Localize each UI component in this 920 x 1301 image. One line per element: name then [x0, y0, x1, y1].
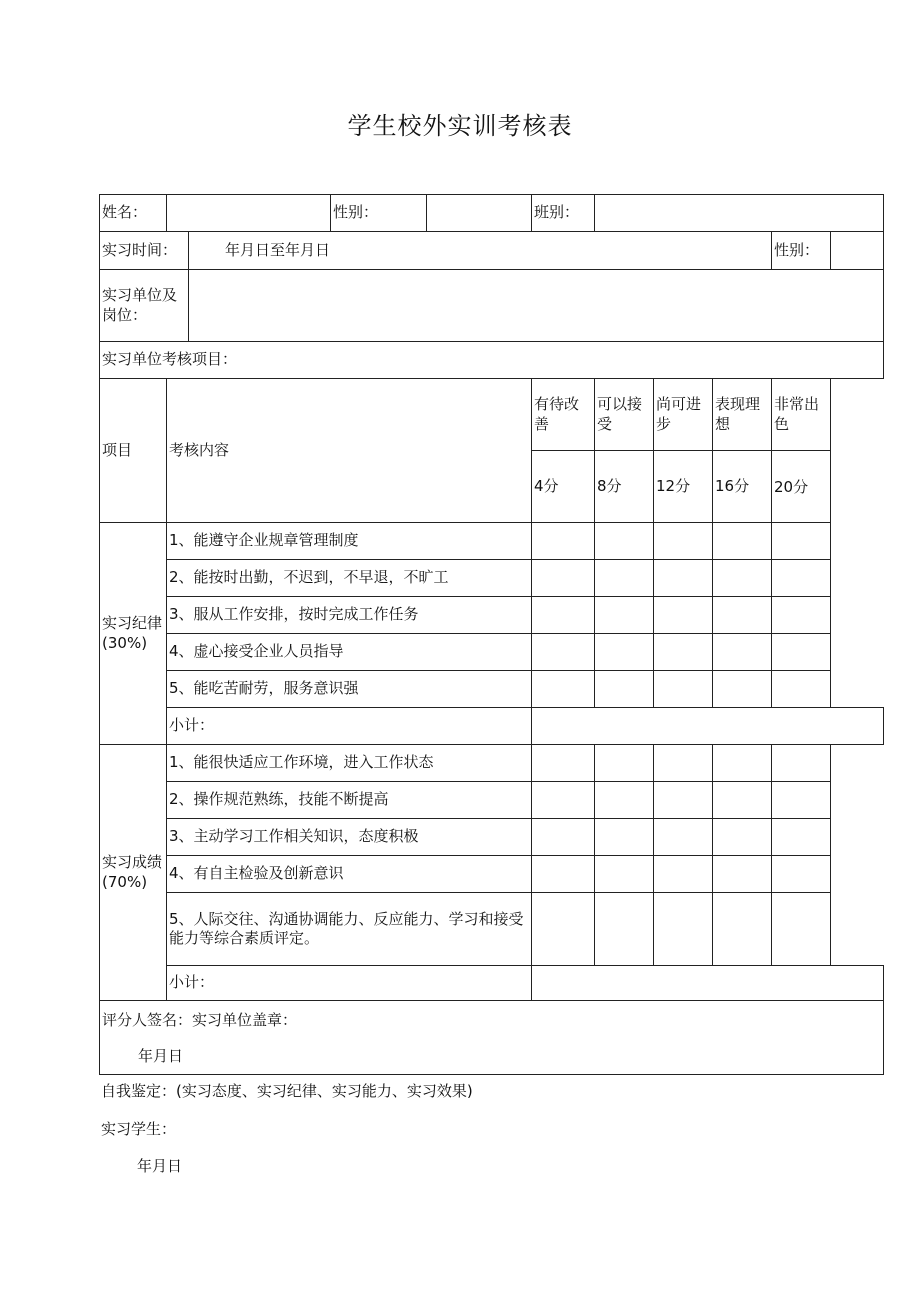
- score-cell[interactable]: [654, 597, 713, 634]
- score-cell[interactable]: [713, 893, 772, 966]
- score-cell[interactable]: [595, 671, 654, 708]
- score-cell[interactable]: [713, 819, 772, 856]
- score-cell[interactable]: [532, 634, 595, 671]
- section-1-title: 实习纪律: [102, 614, 163, 632]
- score-cell[interactable]: [532, 782, 595, 819]
- score-cell[interactable]: [595, 634, 654, 671]
- score-cell[interactable]: [654, 634, 713, 671]
- table-row: [100, 634, 884, 671]
- score-cell[interactable]: [532, 745, 595, 782]
- name-label: 姓名：: [100, 195, 167, 232]
- gender-field[interactable]: [427, 195, 532, 232]
- score-cell[interactable]: [713, 745, 772, 782]
- section-2-title: 实习成绩: [102, 853, 163, 871]
- empty-cell: [831, 597, 884, 634]
- rating-score-2: 8分: [595, 451, 654, 523]
- rating-score-3: 12分: [654, 451, 713, 523]
- section-1-item-2: 2、能按时出勤，不迟到，不早退，不旷工: [167, 560, 532, 597]
- section-2-item-4: 4、有自主检验及创新意识: [167, 856, 532, 893]
- info-row-2: [100, 232, 884, 270]
- score-cell[interactable]: [713, 634, 772, 671]
- score-cell[interactable]: [654, 782, 713, 819]
- score-cell[interactable]: [654, 560, 713, 597]
- section-1-name: [100, 523, 167, 745]
- unit-label: 实习单位及岗位：: [100, 270, 189, 342]
- signature-cell[interactable]: [100, 1001, 884, 1075]
- score-cell[interactable]: [595, 893, 654, 966]
- section-1-item-4: 4、虚心接受企业人员指导: [167, 634, 532, 671]
- section-2-item-2: 2、操作规范熟练，技能不断提高: [167, 782, 532, 819]
- header-extra-cell: [831, 379, 884, 451]
- table-row: [100, 745, 884, 782]
- score-cell[interactable]: [654, 523, 713, 560]
- empty-cell: [831, 634, 884, 671]
- section-1-item-3: 3、服从工作安排，按时完成工作任务: [167, 597, 532, 634]
- table-row: [100, 819, 884, 856]
- section-1-weight: (30%): [102, 633, 148, 652]
- score-cell[interactable]: [532, 819, 595, 856]
- unit-field[interactable]: [189, 270, 884, 342]
- self-eval-date: 年月日: [137, 1157, 183, 1175]
- section-2-weight: (70%): [102, 872, 148, 891]
- section-2-subtotal: 小计：: [167, 966, 532, 1001]
- item-header: 项目: [100, 379, 167, 523]
- score-cell[interactable]: [532, 893, 595, 966]
- rating-label-5: 非常出色: [772, 379, 831, 451]
- section-2-item-1: 1、能很快适应工作环境，进入工作状态: [167, 745, 532, 782]
- score-cell[interactable]: [772, 634, 831, 671]
- table-row: [100, 560, 884, 597]
- rating-label-3: 尚可进步: [654, 379, 713, 451]
- empty-cell: [831, 893, 884, 966]
- score-cell[interactable]: [713, 560, 772, 597]
- score-cell[interactable]: [713, 856, 772, 893]
- table-row: [100, 671, 884, 708]
- name-field[interactable]: [167, 195, 331, 232]
- info-row-3: [100, 270, 884, 342]
- info-row-4: [100, 342, 884, 379]
- rating-label-2: 可以接受: [595, 379, 654, 451]
- table-row: [100, 893, 884, 966]
- assess-items-label: 实习单位考核项目：: [100, 342, 884, 379]
- empty-cell: [831, 782, 884, 819]
- section-1-item-5: 5、能吃苦耐劳，服务意识强: [167, 671, 532, 708]
- gender2-label: 性别：: [772, 232, 831, 270]
- signature-date: 年月日: [138, 1046, 184, 1065]
- section-2-item-5: 5、人际交往、沟通协调能力、反应能力、学习和接受能力等综合素质评定。: [167, 893, 532, 966]
- rating-score-1: 4分: [532, 451, 595, 523]
- gender-label: 性别：: [331, 195, 427, 232]
- score-cell[interactable]: [772, 671, 831, 708]
- content-header: 考核内容: [167, 379, 532, 523]
- score-cell[interactable]: [772, 597, 831, 634]
- empty-cell: [831, 856, 884, 893]
- score-cell[interactable]: [772, 782, 831, 819]
- table-row: [100, 708, 884, 745]
- score-cell[interactable]: [532, 597, 595, 634]
- score-cell[interactable]: [772, 893, 831, 966]
- score-cell[interactable]: [532, 523, 595, 560]
- table-row: [100, 966, 884, 1001]
- score-cell[interactable]: [595, 560, 654, 597]
- period-label: 实习时间：: [100, 232, 189, 270]
- section-1-subtotal-field[interactable]: [532, 708, 884, 745]
- score-cell[interactable]: [654, 856, 713, 893]
- score-cell[interactable]: [532, 671, 595, 708]
- period-value[interactable]: [189, 232, 772, 270]
- student-label: 实习学生：: [101, 1120, 177, 1138]
- score-cell[interactable]: [772, 523, 831, 560]
- class-label: 班别：: [532, 195, 595, 232]
- self-eval-label: 自我鉴定：(实习态度、实习纪律、实习能力、实习效果): [101, 1082, 473, 1100]
- score-cell[interactable]: [772, 856, 831, 893]
- table-row: [100, 523, 884, 560]
- section-2-item-3: 3、主动学习工作相关知识，态度积极: [167, 819, 532, 856]
- score-cell[interactable]: [654, 745, 713, 782]
- header-row-1: [100, 379, 884, 451]
- header-extra-cell-2: [831, 451, 884, 523]
- empty-cell: [831, 523, 884, 560]
- period-value-text: 年月日至年月日: [225, 240, 331, 259]
- score-cell[interactable]: [713, 523, 772, 560]
- section-2-name: [100, 745, 167, 1001]
- section-1-item-1: 1、能遵守企业规章管理制度: [167, 523, 532, 560]
- table-row: [100, 856, 884, 893]
- score-cell[interactable]: [595, 856, 654, 893]
- score-cell[interactable]: [532, 856, 595, 893]
- rating-score-5: 20分: [772, 451, 831, 523]
- rating-label-1: 有待改善: [532, 379, 595, 451]
- score-cell[interactable]: [595, 782, 654, 819]
- score-cell[interactable]: [532, 560, 595, 597]
- rating-label-4: 表现理想: [713, 379, 772, 451]
- empty-cell: [831, 671, 884, 708]
- info-row-1: [100, 195, 884, 232]
- empty-cell: [831, 819, 884, 856]
- score-cell[interactable]: [595, 597, 654, 634]
- score-cell[interactable]: [595, 819, 654, 856]
- table-row: [100, 782, 884, 819]
- score-cell[interactable]: [772, 560, 831, 597]
- assessment-table: [99, 194, 884, 1075]
- score-cell[interactable]: [713, 597, 772, 634]
- score-cell[interactable]: [713, 671, 772, 708]
- section-2-subtotal-field[interactable]: [532, 966, 884, 1001]
- empty-cell: [831, 560, 884, 597]
- signature-row: [100, 1001, 884, 1075]
- empty-cell: [831, 745, 884, 782]
- score-cell[interactable]: [654, 671, 713, 708]
- score-cell[interactable]: [654, 819, 713, 856]
- score-cell[interactable]: [713, 782, 772, 819]
- class-field[interactable]: [595, 195, 884, 232]
- score-cell[interactable]: [595, 745, 654, 782]
- gender2-field[interactable]: [831, 232, 884, 270]
- section-1-subtotal: 小计：: [167, 708, 532, 745]
- score-cell[interactable]: [772, 819, 831, 856]
- score-cell[interactable]: [595, 523, 654, 560]
- page-title: 学生校外实训考核表: [347, 112, 573, 140]
- rating-score-4: 16分: [713, 451, 772, 523]
- table-row: [100, 597, 884, 634]
- score-cell[interactable]: [772, 745, 831, 782]
- signature-line: 评分人签名：实习单位盖章：: [102, 1010, 298, 1029]
- score-cell[interactable]: [654, 893, 713, 966]
